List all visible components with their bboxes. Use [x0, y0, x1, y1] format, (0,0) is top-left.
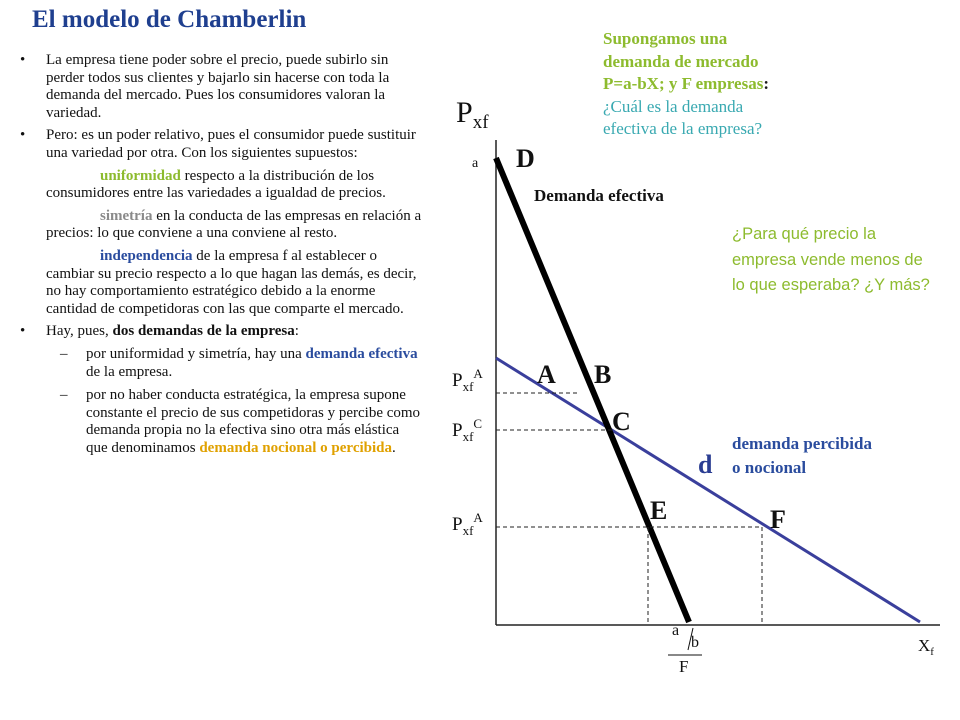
- dash-icon: –: [60, 345, 68, 362]
- paragraph-3-post: :: [294, 323, 299, 340]
- price-low-label: $P_{xf}^A$: [452, 510, 483, 538]
- fraction-denominator-F: F: [679, 657, 689, 676]
- slide-title: El modelo de Chamberlin: [32, 6, 307, 33]
- question-line-5: efectiva de la empresa?: [603, 119, 763, 138]
- question-line-3: P=a-bX; y F empresas: [603, 74, 764, 93]
- perceived-demand-label: demanda percibida o nocional: [732, 434, 872, 477]
- bullet-icon: •: [20, 127, 26, 144]
- assumption-key: uniformidad: [100, 167, 181, 184]
- dash-1-post: de la empresa.: [86, 363, 173, 380]
- dash-icon: –: [60, 387, 68, 404]
- question-line-1: Supongamos una: [603, 29, 728, 48]
- point-C-label: C: [612, 407, 631, 436]
- dash-1-pre: por uniformidad y simetría, hay una: [86, 345, 306, 362]
- point-B-label: B: [594, 360, 612, 389]
- assumption-text: en la conducta de las empresas en relación a precios: lo que conviene a una conviene al resto.: [46, 207, 422, 242]
- dash-2-post: .: [392, 439, 396, 456]
- effective-demand-line: [496, 158, 689, 622]
- perceived-demand-line: [496, 358, 920, 622]
- dash-2-key: demanda nocional o percibida: [199, 439, 392, 456]
- paragraph-2-text: Pero: es un poder relativo, pues el consumidor puede sustituir una variedad por otra. Con los siguientes supuestos:: [46, 127, 416, 161]
- assumption-key: simetría: [100, 207, 153, 224]
- fraction-numerator-b: b: [691, 634, 699, 651]
- dash-2-pre: por no haber conducta estratégica, la empresa supone constante el precio de sus competidoras y percibe como demanda propia no la efectiva sino otra más elástica que denominamos: [86, 387, 421, 456]
- question-line-3-colon: :: [763, 74, 769, 93]
- assumption-key: independencia: [100, 247, 193, 264]
- paragraph-3-bold: dos demandas de la empresa: [112, 323, 295, 340]
- point-E-label: E: [650, 496, 668, 525]
- bullet-icon: •: [20, 52, 26, 68]
- assumption-text: de la empresa f al establecer o cambiar su precio respecto a lo que hagan las demás, es decir, no hay comportamiento estratégico debido a la enorme cantidad de competidoras con las que comparte el mercado.: [46, 247, 417, 317]
- fraction-numerator-a: a: [672, 622, 680, 639]
- assumption-text: respecto a la distribución de los consumidores entre las variedades a igualdad de precios.: [46, 167, 386, 202]
- bullet-icon: •: [20, 323, 26, 340]
- intercept-a-label: a: [472, 156, 479, 171]
- price-A-label: $P_{xf}^A$: [452, 366, 483, 394]
- y-axis-label: $P_{xf}$: [456, 96, 489, 133]
- perceived-demand-d-label: d: [698, 450, 713, 479]
- paragraph-3-pre: Hay, pues,: [46, 323, 113, 340]
- point-F-label: F: [770, 505, 786, 534]
- point-D-label: D: [516, 144, 535, 173]
- x-axis-label: $X_f$: [918, 636, 934, 658]
- question-line-2: demanda de mercado: [603, 51, 759, 71]
- price-question: ¿Para qué precio la empresa vende menos de lo que esperaba? ¿Y más?: [732, 225, 930, 294]
- price-C-label: $P_{xf}^C$: [452, 416, 483, 444]
- point-A-label: A: [537, 360, 556, 389]
- question-line-4: ¿Cuál es la demanda: [603, 96, 744, 116]
- dash-1-key: demanda efectiva: [305, 345, 418, 362]
- paragraph-1-text: La empresa tiene poder sobre el precio, puede subirlo sin perder todos sus clientes y bajarlo sin hacerse con toda la demanda del mercado. Pues los consumidores valoran la variedad.: [46, 52, 390, 121]
- effective-demand-label: Demanda efectiva: [534, 186, 664, 205]
